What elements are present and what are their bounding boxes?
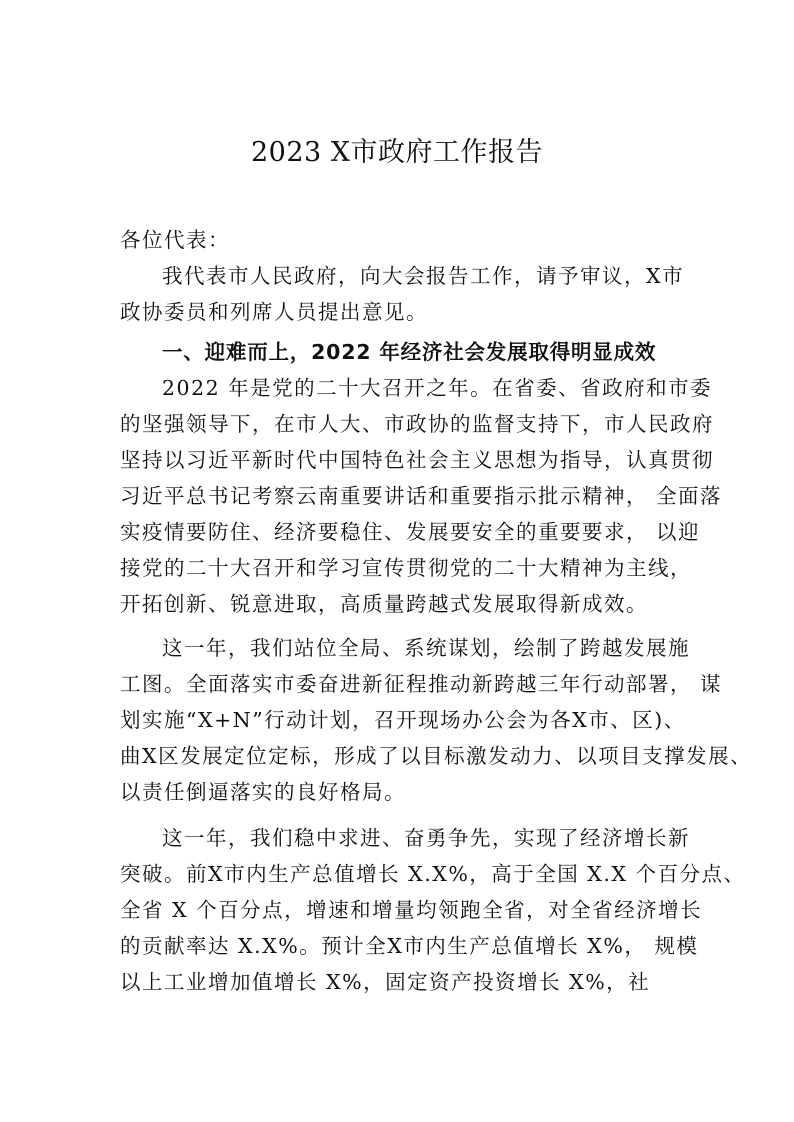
paragraph-line: 以上工业增加值增长 X%，固定资产投资增长 X%，社	[120, 970, 651, 994]
paragraph-line: 工图。全面落实市委奋进新征程推动新跨越三年行动部署， 谋	[120, 672, 723, 696]
paragraph-line: 2022 年是党的二十大召开之年。在省委、省政府和市委	[162, 376, 713, 400]
paragraph-line: 的坚强领导下，在市人大、市政协的监督支持下，市人民政府	[120, 412, 714, 436]
paragraph-line: 实疫情要防住、经济要稳住、发展要安全的重要要求， 以迎	[120, 520, 701, 544]
page-title: 2023 X市政府工作报告	[250, 137, 544, 168]
paragraph-line: 以责任倒逼落实的良好格局。	[120, 780, 406, 804]
paragraph-line: 划实施“X+N”行动计划，召开现场办公会为各X市、区)、	[120, 708, 686, 732]
salutation: 各位代表：	[120, 228, 230, 252]
paragraph-line: 习近平总书记考察云南重要讲话和重要指示批示精神， 全面落	[120, 484, 723, 508]
paragraph-line: 我代表市人民政府，向大会报告工作，请予审议，X市	[162, 264, 685, 288]
paragraph-line: 坚持以习近平新时代中国特色社会主义思想为指导，认真贯彻	[120, 448, 714, 472]
paragraph-line: 这一年，我们稳中求进、奋勇争先，实现了经济增长新	[162, 826, 690, 850]
paragraph-line: 这一年，我们站位全局、系统谋划，绘制了跨越发展施	[162, 636, 690, 660]
paragraph-line: 接党的二十大召开和学习宣传贯彻党的二十大精神为主线，	[120, 556, 692, 580]
paragraph-line: 曲X区发展定位定标，形成了以目标激发动力、以项目支撑发展、	[120, 744, 753, 768]
paragraph-line: 的贡献率达 X.X%。预计全X市内生产总值增长 X%， 规模	[120, 934, 699, 958]
paragraph-line: 突破。前X市内生产总值增长 X.X%，高于全国 X.X 个百分点、	[120, 862, 746, 886]
paragraph-line: 开拓创新、锐意进取，高质量跨越式发展取得新成效。	[120, 592, 648, 616]
section-heading: 一、迎难而上，2022 年经济社会发展取得明显成效	[162, 340, 657, 364]
paragraph-line: 政协委员和列席人员提出意见。	[120, 300, 428, 324]
paragraph-line: 全省 X 个百分点，增速和增量均领跑全省，对全省经济增长	[120, 898, 703, 922]
